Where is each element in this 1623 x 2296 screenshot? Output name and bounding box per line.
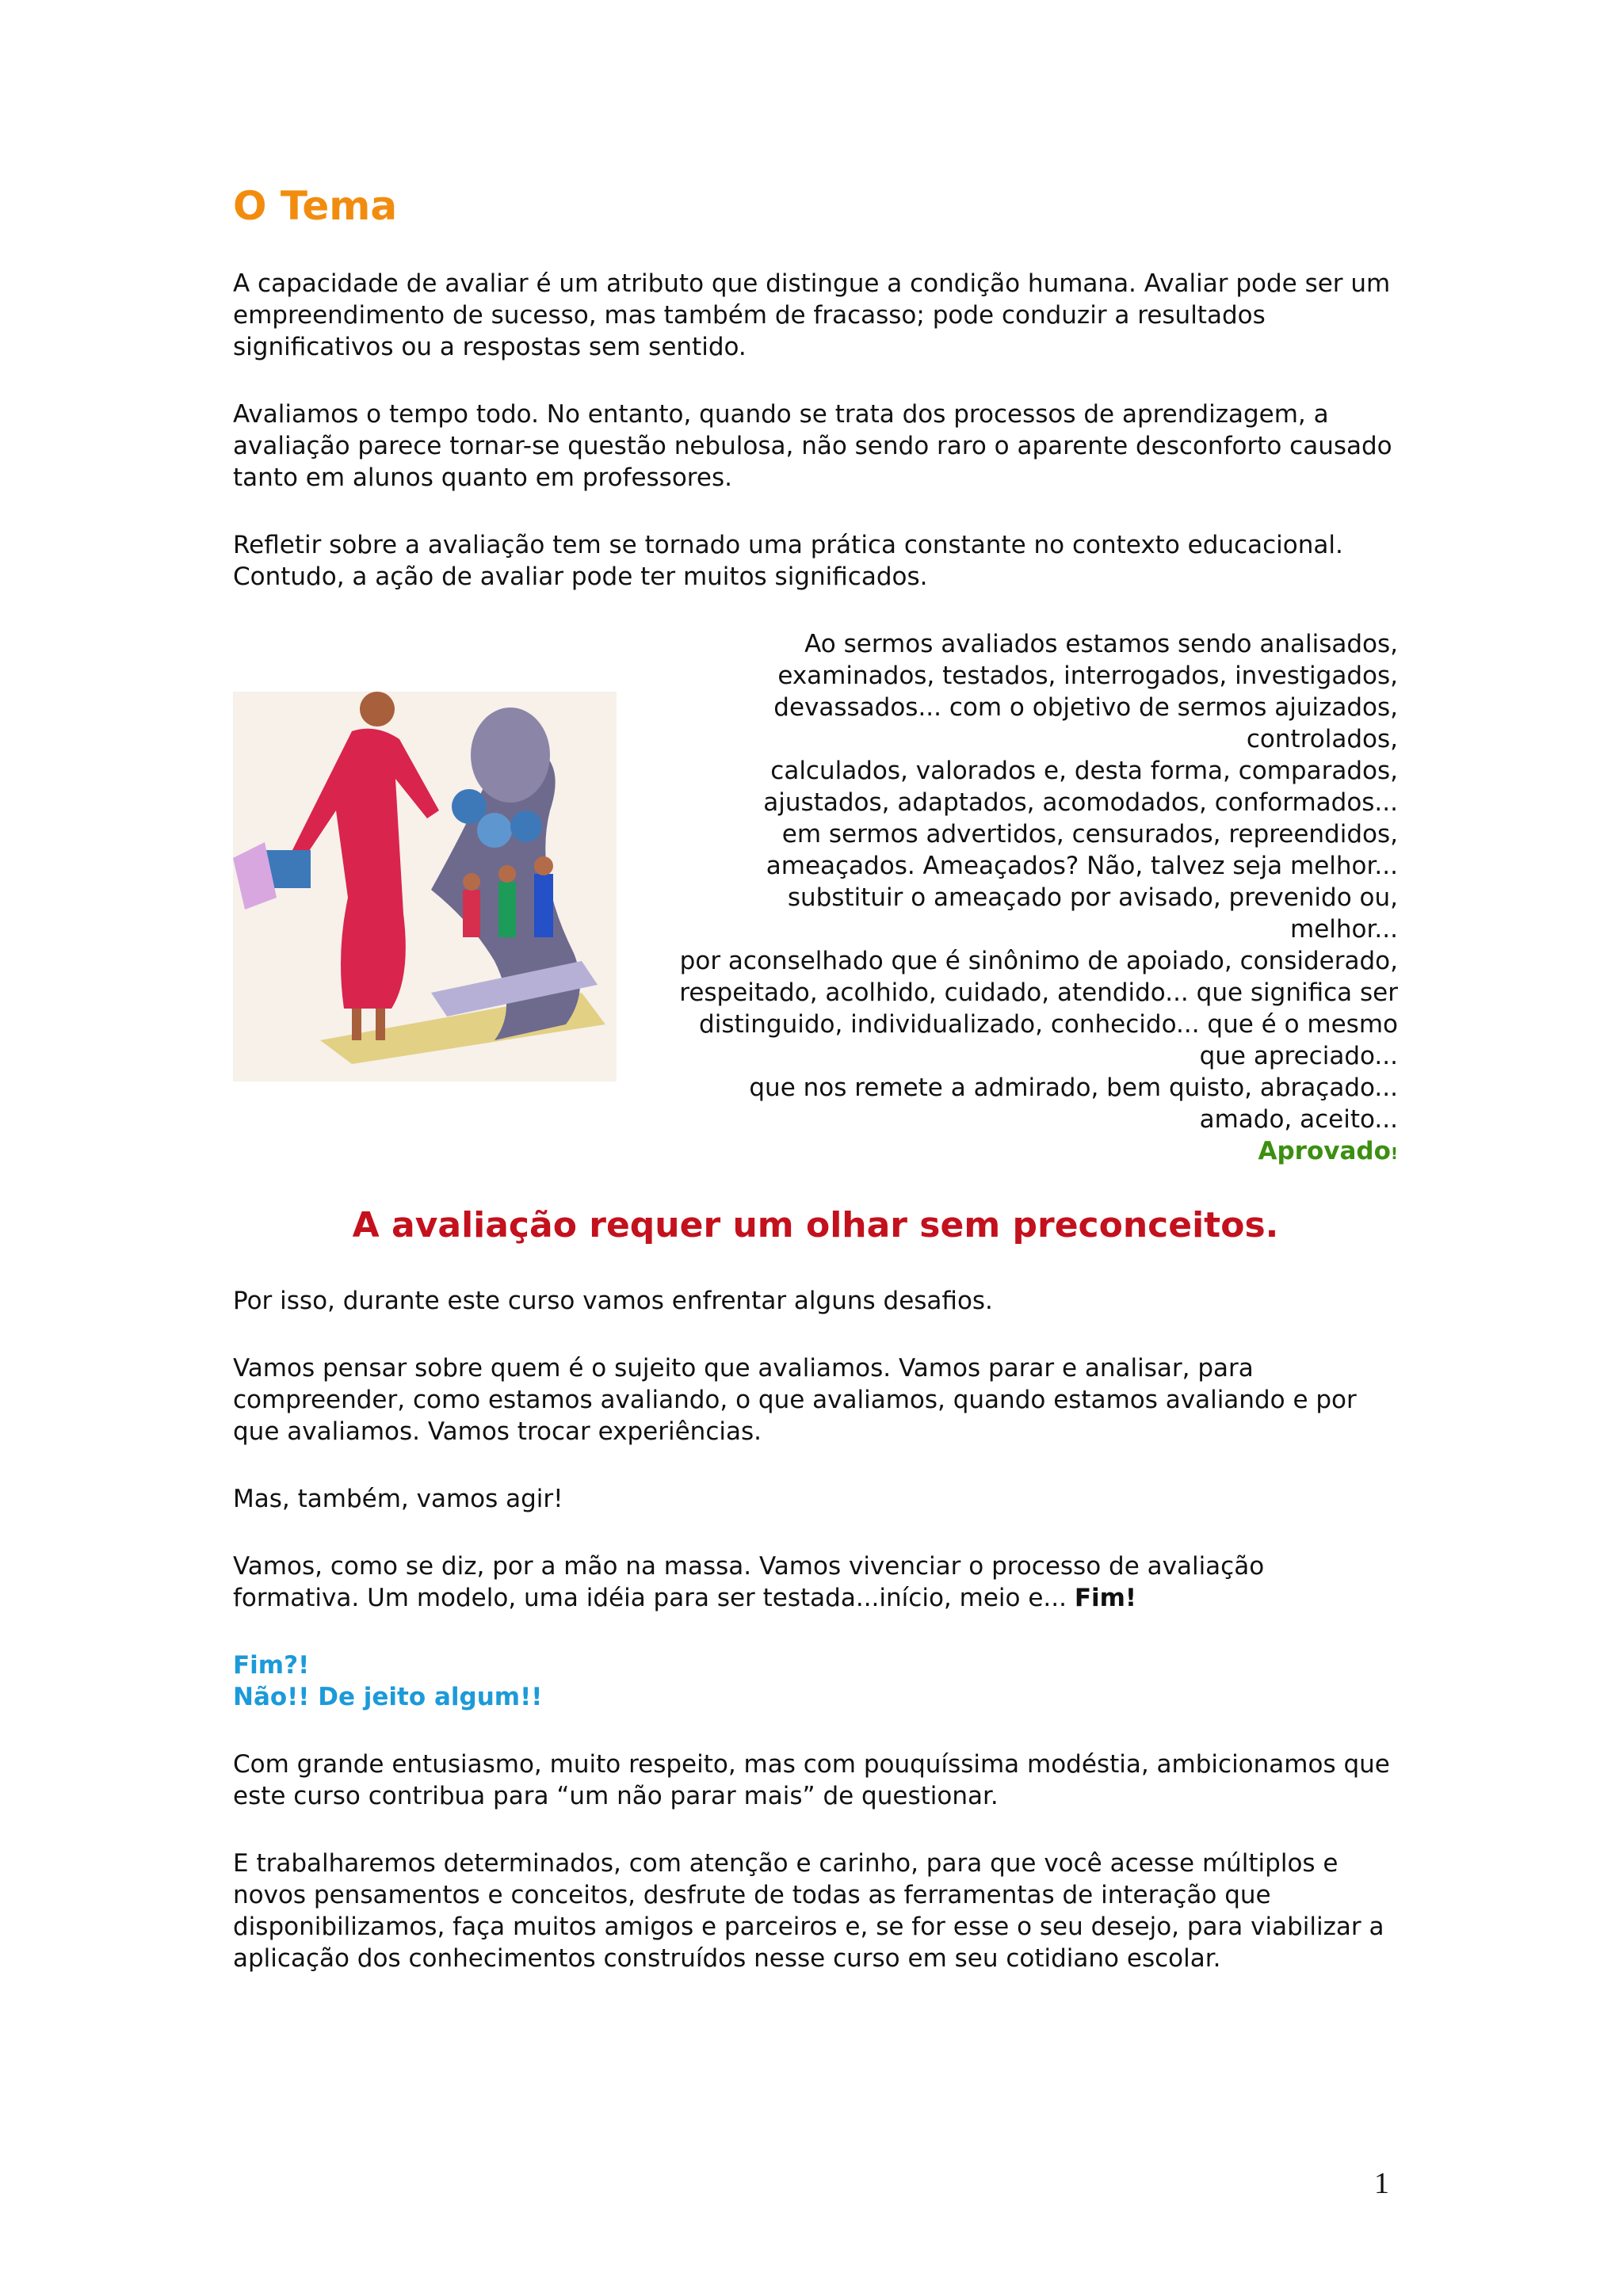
end-paragraph-2: E trabalharemos determinados, com atenção e carinho, para que você acesse múltiplos e novos pensamentos e conceitos, desfrute de todas as ferramentas de interação que disponibilizamos, faça muitos amigos e parceiros e, se for esse o seu desejo, para viabilizar a aplicação dos conhecimentos construídos nesse curso em seu cotidiano escolar. [233, 1848, 1384, 1973]
fim-paragraph-text: Vamos, como se diz, por a mão na massa. Vamos vivenciar o processo de avaliação formativa. Um modelo, uma idéia para ser testada...início, meio e... [233, 1551, 1265, 1612]
poem-line: controlados, [1246, 725, 1398, 753]
poem-line: examinados, testados, interrogados, investigados, [777, 662, 1398, 690]
intro-paragraph-2: Avaliamos o tempo todo. No entanto, quando se trata dos processos de aprendizagem, a avaliação parece tornar-se questão nebulosa, não sendo raro o aparente desconforto causado tanto em alunos quanto em professores. [233, 400, 1392, 492]
intro-paragraph-3: Refletir sobre a avaliação tem se tornado uma prática constante no contexto educacional. Contudo, a ação de avaliar pode ter muitos significados. [233, 531, 1343, 591]
poem-line: por aconselhado que é sinônimo de apoiado, considerado, [679, 947, 1398, 975]
intro-paragraph-1: A capacidade de avaliar é um atributo que distingue a condição humana. Avaliar pode ser um empreendimento de sucesso, mas também de fracasso; pode conduzir a resultados significativos ou a respostas sem sentido. [233, 269, 1391, 361]
fim-paragraph [233, 1550, 1398, 1614]
woman-microscope-illustration [233, 692, 617, 1081]
poem-line: distinguido, individualizado, conhecido... que é o mesmo [699, 1010, 1398, 1039]
poem-line: ajustados, adaptados, acomodados, conformados... [763, 788, 1398, 817]
fim-bold: Fim! [1074, 1583, 1137, 1612]
poem-line: amado, aceito... [1199, 1105, 1398, 1134]
poem-line: devassados... com o objetivo de sermos ajuizados, [773, 693, 1398, 722]
illustration-icon [233, 692, 617, 1081]
approved-exclamation: ! [1390, 1144, 1398, 1163]
poem-line: ameaçados. Ameaçados? Não, talvez seja melhor... [766, 852, 1398, 880]
blue-line: Não!! De jeito algum!! [233, 1682, 543, 1711]
poem-section [233, 628, 1398, 1165]
blue-line: Fim?! [233, 1650, 310, 1680]
poem-line: calculados, valorados e, desta forma, comparados, [770, 757, 1398, 785]
poem-line: melhor... [1290, 915, 1398, 944]
poem-line: que apreciado... [1199, 1042, 1398, 1070]
blue-callout [233, 1650, 1398, 1713]
section-subtitle: A avaliação requer um olhar sem preconceitos. [352, 1205, 1279, 1245]
poem-line: substituir o ameaçado por avisado, prevenido ou, [787, 883, 1398, 912]
page-number: 1 [1374, 2167, 1389, 2200]
approved-word: Aprovado [1258, 1137, 1391, 1165]
middle-paragraph-1: Por isso, durante este curso vamos enfrentar alguns desafios. [233, 1286, 993, 1315]
poem-line: em sermos advertidos, censurados, repreendidos, [781, 820, 1398, 849]
page-title: O Tema [233, 183, 398, 229]
end-paragraph-1: Com grande entusiasmo, muito respeito, mas com pouquíssima modéstia, ambicionamos que este curso contribua para “um não parar mais” de questionar. [233, 1749, 1390, 1810]
poem-line: que nos remete a admirado, bem quisto, abraçado... [749, 1074, 1398, 1102]
poem-line: respeitado, acolhido, cuidado, atendido... que significa ser [679, 978, 1398, 1007]
poem-text [605, 628, 1398, 1169]
document-page [233, 182, 1398, 2010]
middle-paragraph-3: Mas, também, vamos agir! [233, 1484, 563, 1513]
poem-final-line [605, 1135, 1398, 1169]
middle-paragraph-2: Vamos pensar sobre quem é o sujeito que avaliamos. Vamos parar e analisar, para compreender, como estamos avaliando, o que avaliamos, quando estamos avaliando e por que avaliamos. Vamos trocar experiências. [233, 1353, 1357, 1446]
poem-line: Ao sermos avaliados estamos sendo analisados, [804, 630, 1398, 658]
